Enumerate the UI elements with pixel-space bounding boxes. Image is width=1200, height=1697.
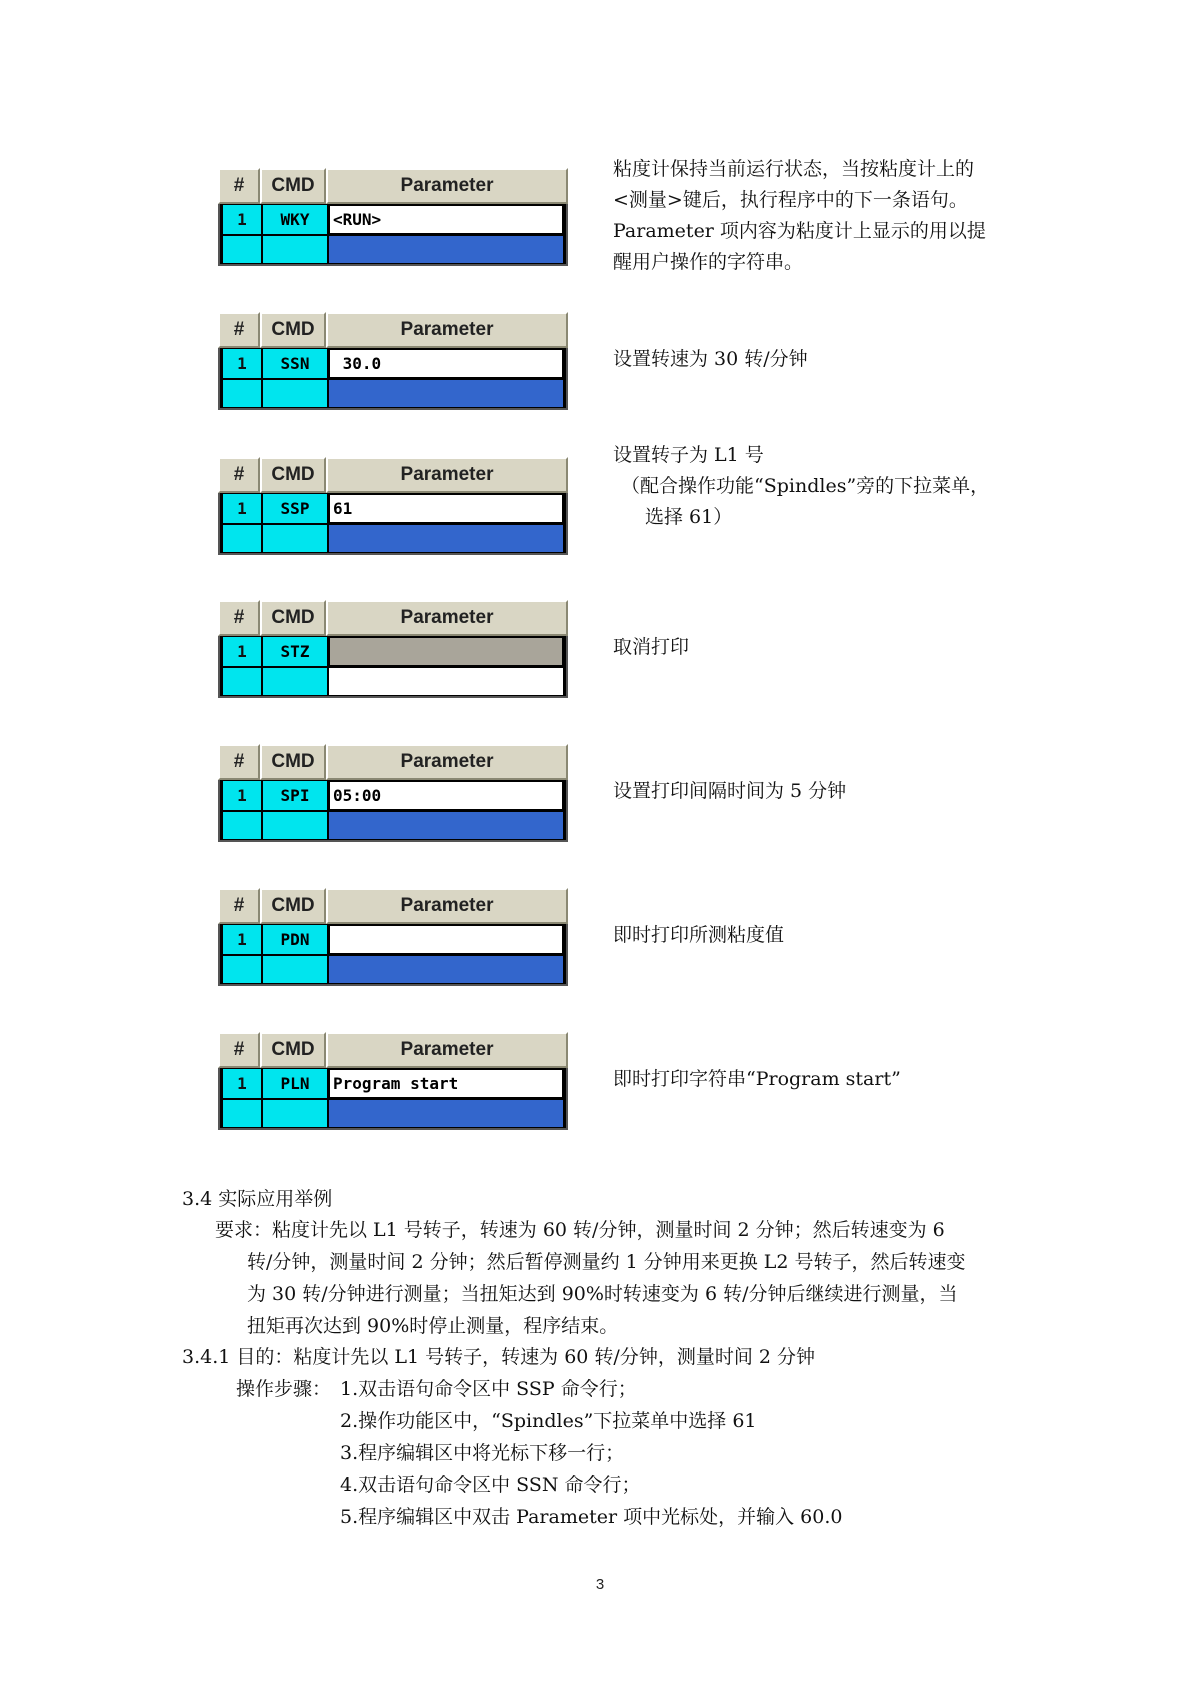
cmd-cell[interactable]: WKY (262, 204, 328, 235)
header-parameter[interactable]: Parameter (326, 1032, 568, 1068)
command-table (218, 600, 568, 700)
empty-cmd-cell[interactable] (262, 524, 328, 553)
desc-line: 设置打印间隔时间为 5 分钟 (613, 780, 847, 802)
cmd-cell[interactable]: SPI (262, 780, 328, 811)
desc-line: 醒用户操作的字符串。 (613, 251, 804, 273)
command-table (218, 312, 568, 412)
step-item: 4.双击语句命令区中 SSN 命令行； (340, 1474, 641, 1496)
desc-line: 选择 61） (645, 506, 733, 528)
header-cmd[interactable]: CMD (260, 744, 326, 780)
requirement-line: 转/分钟，测量时间 2 分钟；然后暂停测量约 1 分钟用来更换 L2 号转子，然后转速变 (247, 1251, 966, 1273)
empty-row-number[interactable] (222, 524, 262, 553)
header-parameter[interactable]: Parameter (326, 600, 568, 636)
step-item: 5.程序编辑区中双击 Parameter 项中光标处，并输入 60.0 (340, 1506, 843, 1528)
empty-row-number[interactable] (222, 379, 262, 408)
row-number[interactable]: 1 (222, 780, 262, 811)
desc-line: 设置转速为 30 转/分钟 (613, 348, 808, 370)
command-description (613, 920, 1023, 951)
command-description (613, 440, 1023, 533)
header-parameter[interactable]: Parameter (326, 312, 568, 348)
empty-row-number[interactable] (222, 1099, 262, 1128)
parameter-cell[interactable] (328, 924, 564, 955)
row-number[interactable]: 1 (222, 636, 262, 667)
step-item: 1.双击语句命令区中 SSP 命令行； (340, 1378, 637, 1400)
desc-line: 取消打印 (613, 636, 690, 658)
empty-cmd-cell[interactable] (262, 235, 328, 264)
row-number[interactable]: 1 (222, 493, 262, 524)
empty-cmd-cell[interactable] (262, 955, 328, 984)
command-description (613, 154, 1023, 278)
desc-line: <测量>键后，执行程序中的下一条语句。 (613, 189, 968, 211)
table-body (218, 1068, 568, 1130)
command-table (218, 168, 568, 268)
empty-row-number[interactable] (222, 235, 262, 264)
requirement-line: 要求：粘度计先以 L1 号转子，转速为 60 转/分钟，测量时间 2 分钟；然后转速变为 6 (215, 1219, 945, 1241)
command-table (218, 744, 568, 844)
empty-cmd-cell[interactable] (262, 1099, 328, 1128)
selected-parameter-cell[interactable] (328, 524, 564, 553)
header-num[interactable]: # (218, 600, 260, 636)
desc-line: （配合操作功能“Spindles”旁的下拉菜单， (621, 475, 990, 497)
empty-row-number[interactable] (222, 955, 262, 984)
command-description (613, 1064, 1023, 1095)
command-table (218, 1032, 568, 1132)
desc-line: 粘度计保持当前运行状态，当按粘度计上的 (613, 158, 975, 180)
desc-line: 设置转子为 L1 号 (613, 444, 764, 466)
header-num[interactable]: # (218, 744, 260, 780)
requirement-line: 为 30 转/分钟进行测量；当扭矩达到 90%时转速变为 6 转/分钟后继续进行测量，当 (247, 1283, 958, 1305)
row-number[interactable]: 1 (222, 348, 262, 379)
desc-line: 即时打印字符串“Program start” (613, 1068, 901, 1090)
requirement-line: 扭矩再次达到 90%时停止测量，程序结束。 (247, 1315, 619, 1337)
empty-cmd-cell[interactable] (262, 667, 328, 696)
empty-parameter-cell[interactable] (328, 667, 564, 696)
selected-parameter-cell[interactable] (328, 955, 564, 984)
empty-row-number[interactable] (222, 811, 262, 840)
steps-label: 操作步骤： (236, 1378, 332, 1400)
command-description (613, 344, 1023, 375)
empty-row-number[interactable] (222, 667, 262, 696)
cmd-cell[interactable]: SSP (262, 493, 328, 524)
header-cmd[interactable]: CMD (260, 457, 326, 493)
header-parameter[interactable]: Parameter (326, 457, 568, 493)
header-num[interactable]: # (218, 168, 260, 204)
header-num[interactable]: # (218, 457, 260, 493)
header-num[interactable]: # (218, 1032, 260, 1068)
table-body (218, 780, 568, 842)
header-num[interactable]: # (218, 888, 260, 924)
selected-parameter-cell[interactable] (328, 379, 564, 408)
parameter-cell[interactable] (328, 636, 564, 667)
parameter-cell[interactable]: 05:00 (328, 780, 564, 811)
parameter-cell[interactable]: 30.0 (328, 348, 564, 379)
header-parameter[interactable]: Parameter (326, 744, 568, 780)
row-number[interactable]: 1 (222, 1068, 262, 1099)
header-num[interactable]: # (218, 312, 260, 348)
header-cmd[interactable]: CMD (260, 168, 326, 204)
parameter-cell[interactable]: Program start (328, 1068, 564, 1099)
section-title: 3.4 实际应用举例 (182, 1188, 333, 1210)
selected-parameter-cell[interactable] (328, 811, 564, 840)
row-number[interactable]: 1 (222, 924, 262, 955)
cmd-cell[interactable]: STZ (262, 636, 328, 667)
header-cmd[interactable]: CMD (260, 600, 326, 636)
subsection-title: 3.4.1 目的：粘度计先以 L1 号转子，转速为 60 转/分钟，测量时间 2 分钟 (182, 1346, 815, 1368)
header-cmd[interactable]: CMD (260, 312, 326, 348)
table-body (218, 924, 568, 986)
cmd-cell[interactable]: SSN (262, 348, 328, 379)
desc-line: 即时打印所测粘度值 (613, 924, 785, 946)
row-number[interactable]: 1 (222, 204, 262, 235)
header-cmd[interactable]: CMD (260, 888, 326, 924)
empty-cmd-cell[interactable] (262, 379, 328, 408)
parameter-cell[interactable]: 61 (328, 493, 564, 524)
step-item: 3.程序编辑区中将光标下移一行； (340, 1442, 625, 1464)
page-number: 3 (595, 1576, 605, 1593)
table-body (218, 204, 568, 266)
table-body (218, 348, 568, 410)
empty-cmd-cell[interactable] (262, 811, 328, 840)
cmd-cell[interactable]: PLN (262, 1068, 328, 1099)
selected-parameter-cell[interactable] (328, 1099, 564, 1128)
cmd-cell[interactable]: PDN (262, 924, 328, 955)
command-table (218, 457, 568, 557)
header-cmd[interactable]: CMD (260, 1032, 326, 1068)
step-item: 2.操作功能区中，“Spindles”下拉菜单中选择 61 (340, 1410, 757, 1432)
header-parameter[interactable]: Parameter (326, 888, 568, 924)
parameter-cell[interactable]: <RUN> (328, 204, 564, 235)
command-table (218, 888, 568, 988)
header-parameter[interactable]: Parameter (326, 168, 568, 204)
selected-parameter-cell[interactable] (328, 235, 564, 264)
command-description (613, 776, 1023, 807)
table-body (218, 493, 568, 555)
command-description (613, 632, 1023, 663)
table-body (218, 636, 568, 698)
desc-line: Parameter 项内容为粘度计上显示的用以提 (613, 220, 986, 242)
